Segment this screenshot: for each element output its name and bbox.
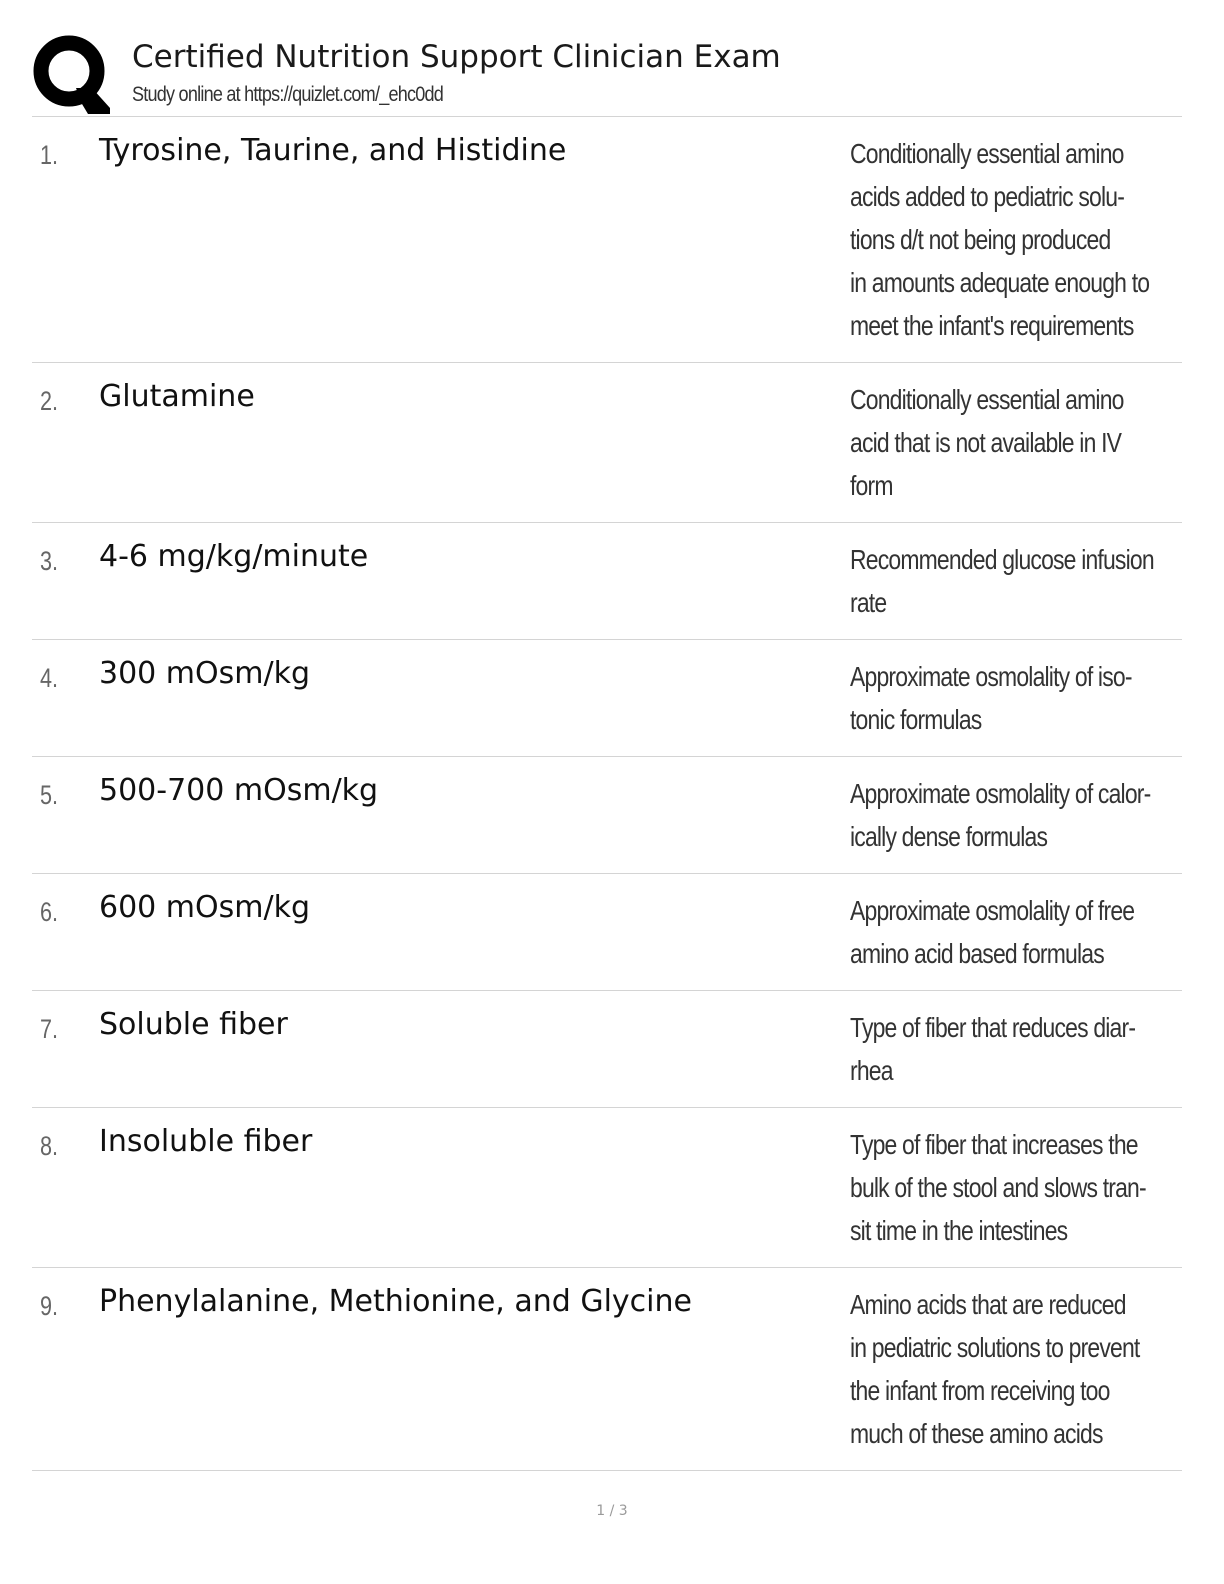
card-term: Glutamine — [99, 379, 255, 414]
flashcard-row — [32, 1268, 1182, 1471]
card-term: 600 mOsm/kg — [99, 890, 311, 925]
page-indicator: 1 / 3 — [596, 1503, 628, 1519]
card-definition: Recommended glucose infusion rate — [850, 544, 1154, 618]
card-number: 9. — [40, 1291, 59, 1321]
document-header — [32, 34, 1182, 116]
flashcard-row — [32, 757, 1182, 874]
card-term: Phenylalanine, Methionine, and Glycine — [99, 1284, 692, 1319]
card-term: 500-700 mOsm/kg — [99, 773, 379, 808]
card-term: Tyrosine, Taurine, and Histidine — [99, 133, 567, 168]
card-number: 2. — [40, 386, 59, 416]
quizlet-logo-icon — [32, 34, 112, 114]
flashcard-row — [32, 1108, 1182, 1268]
document-title: Certified Nutrition Support Clinician Exam — [132, 39, 781, 75]
card-term: 4-6 mg/kg/minute — [99, 539, 369, 574]
card-number: 8. — [40, 1131, 59, 1161]
flashcard-list — [32, 117, 1182, 1471]
flashcard-row — [32, 117, 1182, 363]
card-number: 4. — [40, 663, 59, 693]
card-definition: Amino acids that are reduced in pediatric solutions to prevent the infant from receiving too much of these amino acids — [850, 1289, 1140, 1449]
card-definition: Approximate osmolality of free amino acid based formulas — [850, 895, 1135, 969]
card-number: 5. — [40, 780, 59, 810]
flashcard-row — [32, 874, 1182, 991]
card-number: 3. — [40, 546, 59, 576]
card-definition: Approximate osmolality of iso- tonic formulas — [850, 661, 1132, 735]
card-term: Soluble fiber — [99, 1007, 288, 1042]
flashcard-row — [32, 523, 1182, 640]
study-link-text: Study online at https://quizlet.com/_ehc0dd — [132, 83, 444, 106]
flashcard-row — [32, 991, 1182, 1108]
card-number: 6. — [40, 897, 59, 927]
card-definition: Conditionally essential amino acids added to pediatric solu- tions d/t not being produced in amounts adequate enough to meet the infant's requirements — [850, 138, 1150, 341]
card-term: Insoluble fiber — [99, 1124, 313, 1159]
card-definition: Approximate osmolality of calor- ically dense formulas — [850, 778, 1151, 852]
card-number: 7. — [40, 1014, 59, 1044]
flashcard-row — [32, 363, 1182, 523]
card-definition: Type of fiber that increases the bulk of the stool and slows tran- sit time in the intestines — [850, 1129, 1146, 1246]
card-definition: Conditionally essential amino acid that is not available in IV form — [850, 384, 1124, 501]
card-number: 1. — [40, 140, 59, 170]
card-term: 300 mOsm/kg — [99, 656, 311, 691]
card-definition: Type of fiber that reduces diar- rhea — [850, 1012, 1136, 1086]
flashcard-row — [32, 640, 1182, 757]
